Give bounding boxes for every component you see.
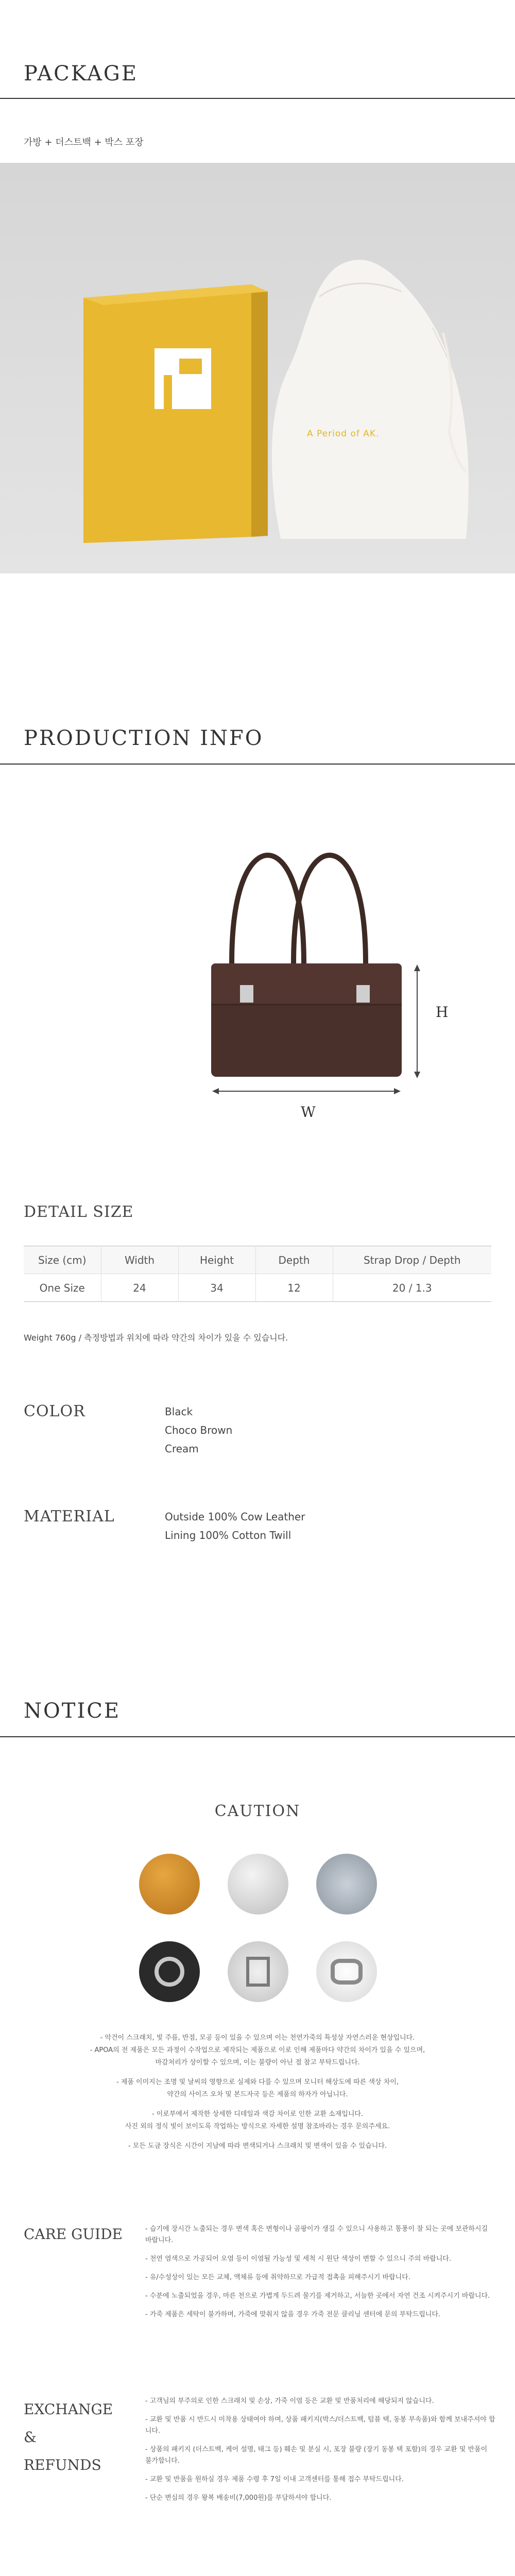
exchange-item: - 교환 및 반품 시 반드시 미착용 상태여야 하며, 상품 패키지(박스/더스트백, 텀블 택, 동봉 부속품)와 함께 보내주셔야 합니다. (145, 2416, 495, 2435)
box-logo-icon (154, 348, 211, 409)
notice-title: NOTICE (24, 1699, 121, 1723)
table-row (24, 1274, 491, 1302)
notice-line: 마감처리가 상이할 수 있으며, 이는 불량이 아닌 점 참고 부탁드립니다. (155, 2059, 360, 2066)
package-photo (0, 163, 515, 573)
care-guide-text (145, 2224, 495, 2328)
size-table (24, 1246, 491, 1302)
notice-line: - 이로부에서 제작한 상세한 디테일과 색감 차이로 인한 교환 소재입니다. (151, 2110, 364, 2118)
size-table-wrap (24, 1246, 491, 1302)
notice-line: - APOA의 전 제품은 모든 과정이 수작업으로 제작되는 제품으로 이로 인해 제품마다 약간의 차이가 있을 수 있으며, (90, 2046, 425, 2054)
exchange-label (24, 2396, 113, 2479)
exchange-text (145, 2396, 495, 2511)
size-header-cell: Size (cm) (24, 1246, 101, 1274)
bag-buckle-left (240, 985, 253, 1003)
bag-flap (211, 963, 402, 1005)
notice-line: - 제품 이미지는 조명 및 날씨의 영향으로 실제와 다를 수 있으며 모니터 해상도에 따른 색상 차이, (116, 2078, 399, 2086)
notice-line: 약간의 사이즈 오차 및 본드자국 등은 제품의 하자가 아닙니다. (167, 2091, 348, 2098)
height-label: H (436, 1004, 449, 1021)
material-label: MATERIAL (24, 1507, 115, 1526)
metal-ring-icon (316, 1941, 377, 2002)
package-caption: 가방 + 더스트백 + 박스 포장 (24, 137, 144, 148)
caution-title: CAUTION (214, 1802, 301, 1820)
hardware-icon (139, 1941, 200, 2002)
size-table-header (24, 1246, 491, 1274)
size-cell: 24 (101, 1274, 178, 1302)
size-header-cell: Strap Drop / Depth (333, 1246, 491, 1274)
size-note: Weight 760g / 측정방법과 위치에 따라 약간의 차이가 있을 수 있습니다. (24, 1333, 288, 1343)
care-guide-label: CARE GUIDE (24, 2226, 123, 2243)
material-value: Lining 100% Cotton Twill (165, 1529, 291, 1541)
care-guide-item: - 습기에 장시간 노출되는 경우 변색 혹은 변형이나 곰팡이가 생길 수 있으니 사용하고 통풍이 잘 되는 곳에 보관하시길 바랍니다. (145, 2225, 488, 2244)
material-values (165, 1507, 305, 1545)
care-guide-item: - 가죽 제품은 세탁이 불가하며, 가죽에 맞춰지 않을 경우 가죽 전문 클리닝 센터에 문의 부탁드립니다. (145, 2311, 441, 2318)
exchange-item: - 고객님의 부주의로 인한 스크래치 및 손상, 가죽 이염 등은 교환 및 반품처리에 해당되지 않습니다. (145, 2397, 434, 2405)
notice-line: - 악건이 스크래치, 빛 주름, 반점, 모공 등이 있을 수 있으며 이는 천연가죽의 특성상 자연스러운 현상입니다. (100, 2034, 415, 2042)
material-value: Outside 100% Cow Leather (165, 1511, 305, 1523)
color-value: Choco Brown (165, 1424, 233, 1436)
color-value: Black (165, 1405, 193, 1418)
care-guide-item: - 수분에 노출되었을 경우, 마른 천으로 가볍게 두드려 물기를 제거하고, 서늘한 곳에서 자연 건조 시켜주시기 바랍니다. (145, 2292, 490, 2300)
section-divider (0, 1736, 515, 1737)
size-cell: 20 / 1.3 (392, 1281, 432, 1294)
exchange-label-line: EXCHANGE (24, 2401, 113, 2418)
section-divider (0, 98, 515, 99)
bag-size-diagram (196, 845, 433, 1133)
size-header-cell: Width (101, 1246, 178, 1274)
notice-line: 사진 외의 정식 빛이 보이도록 작업하는 방식으로 자세한 설명 참조바라는 경우 문의주세요. (125, 2123, 390, 2130)
leather-texture-icon (139, 1854, 200, 1914)
section-divider (0, 764, 515, 765)
dustbag-brand-text: A Period of AK. (307, 429, 380, 439)
box-front (83, 284, 251, 543)
notice-list (0, 2032, 515, 2153)
package-illustration (0, 163, 515, 573)
exchange-item: - 상품의 패키지 (더스트백, 케어 설명, 태그 등) 훼손 및 분실 시, 포장 불량 (장기 동봉 택 포함)의 경우 교환 및 반품이 불가합니다. (145, 2446, 488, 2465)
care-guide-item: - 천연 염색으로 가공되어 오염 등이 이염될 가능성 및 세척 시 원단 색상이 변할 수 있으니 주의 바랍니다. (145, 2255, 451, 2263)
package-title: PACKAGE (24, 62, 139, 86)
notice-line: - 모든 도금 장식은 시간이 지남에 따라 변색되거나 스크래치 및 변색이 있을 수 있습니다. (128, 2142, 387, 2150)
size-cell: 34 (178, 1274, 255, 1302)
care-guide-item: - 유/수성상이 있는 모든 교체, 액체류 등에 취약하므로 가급적 접촉을 피해주시기 바랍니다. (145, 2274, 410, 2281)
color-label: COLOR (24, 1402, 85, 1420)
bag-buckle-right (356, 985, 370, 1003)
exchange-label-line: & (24, 2429, 37, 2446)
exchange-item: - 교환 및 반품을 원하실 경우 제품 수령 후 7일 이내 고객센터를 통해 접수 부탁드립니다. (145, 2476, 404, 2483)
exchange-item: - 단순 변심의 경우 왕복 배송비(7,000원)를 부담하셔야 합니다. (145, 2494, 332, 2502)
size-cell: One Size (24, 1274, 101, 1302)
scratch-texture-icon (228, 1854, 288, 1914)
grain-texture-icon (316, 1854, 377, 1914)
size-header-cell: Depth (255, 1246, 333, 1274)
color-value: Cream (165, 1443, 199, 1455)
box-side (251, 284, 268, 537)
detail-size-title: DETAIL SIZE (24, 1203, 134, 1221)
size-header-cell: Height (178, 1246, 255, 1274)
production-title: PRODUCTION INFO (24, 726, 264, 750)
size-cell: 12 (255, 1274, 333, 1302)
width-label: W (301, 1104, 316, 1121)
buckle-icon (228, 1941, 288, 2002)
exchange-label-line: REFUNDS (24, 2456, 101, 2473)
color-values (165, 1402, 232, 1458)
